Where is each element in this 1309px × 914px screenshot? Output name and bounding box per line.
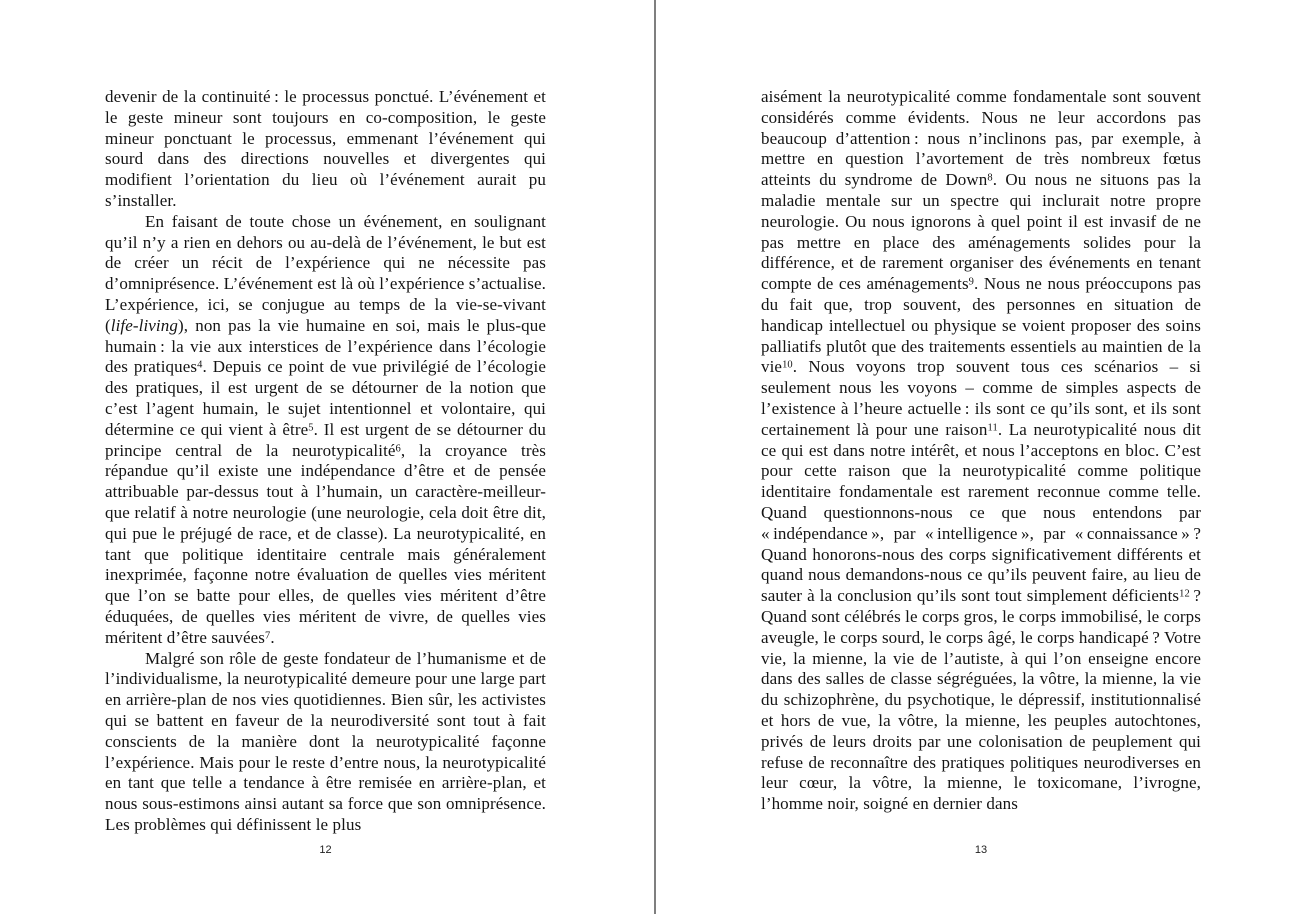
page-gutter-divider xyxy=(654,0,656,914)
footnote-reference: 6 xyxy=(395,442,401,454)
footnote-reference: 8 xyxy=(987,172,993,184)
italic-run: life-living xyxy=(110,315,178,335)
paragraph xyxy=(105,649,546,836)
text-run: . La neurotypicalité nous dit ce qui est dans notre intérêt, et nous l’acceptons en bloc. C’est pour cette raison que la neurotypicalité comme politique identitaire fondamentale est rarement reconnue comme telle. Quand questionnons-nous ce que nous entendons par « indépendance », par « intelligence », par « connaissance » ? Quand honorons-nous des corps significativement différents et quand nous demandons-nous ce qu’ils peuvent faire, au lieu de sauter à la conclusion qu’ils sont tout simplement déficients xyxy=(761,419,1201,606)
text-run: ), non pas la vie humaine en soi, mais le plus-que humain : la vie aux interstices de l’expérience dans l’écologie des pratiques xyxy=(105,315,546,377)
page-number-right: 13 xyxy=(974,844,988,856)
page-number-left: 12 xyxy=(319,844,332,856)
footnote-reference: 9 xyxy=(968,276,975,288)
footnote-reference: 12 xyxy=(1179,588,1190,600)
footnote-reference: 10 xyxy=(782,359,793,371)
paragraph xyxy=(105,87,546,212)
text-run: En faisant de toute chose un événement, en soulignant qu’il n’y a rien en dehors ou au-delà de l’événement, le but est de créer un récit de l’expérience qui ne nécessite pas d’omniprésence. L’événement est là où l’expérience s’actualise. L’expérience, ici, se conjugue au temps de la vie-se-vivant ( xyxy=(105,211,546,335)
text-run: devenir de la continuité : le processus ponctué. L’événement et le geste mineur sont toujours en co-composition, le geste mineur ponctuant le processus, emmenant l’événement qui sourd dans des directions nouvelles et divergentes qui modifient l’orientation du lieu où l’événement aurait pu s’installer. xyxy=(105,87,546,210)
text-run: ? Quand sont célébrés le corps gros, le corps immobilisé, le corps aveugle, le corps sourd, le corps âgé, le corps handicapé ? Votre vie, la mienne, la vie de l’autiste, à qui l’on enseigne encore dans des salles de classe ségréguées, la vôtre, la mienne, la vie du schizophrène, du psychotique, le dépressif, institutionnalisé et hors de vue, la vôtre, la mienne, les peuples autochtones, privés de leurs droits par une colonisation de peuplement qui refuse de reconnaître des pratiques politiques neurodiverses en leur cœur, la vôtre, la mienne, le toxicomane, l’ivrogne, l’homme noir, soigné en dernier dans xyxy=(761,586,1201,814)
footnote-reference: 4 xyxy=(197,359,203,371)
text-run: . Il est urgent de se détourner du principe central de la neurotypicalité xyxy=(105,419,546,460)
text-run: . Ou nous ne situons pas la maladie mentale sur un spectre qui inclurait notre propre neurologie. Ou nous ignorons à quel point il est invasif de ne pas mettre en place des aménagements solides pour la différence, et de rarement organiser des événements en tenant compte de ces aménagements xyxy=(761,170,1202,294)
paragraph xyxy=(105,212,546,649)
paragraph xyxy=(761,87,1201,815)
text-run: . Nous ne nous préoccupons pas du fait que, trop souvent, des personnes en situation de handicap intellectuel ou physique se voient proposer des soins palliatifs plutôt que des traitements essentiels au maintien de la vie xyxy=(761,274,1201,377)
text-run: aisément la neurotypicalité comme fondamentale sont souvent considérés comme évidents. Nous ne leur accordons pas beaucoup d’attention : nous n’inclinons pas, par exemple, à mettre en question l’avortement de très nombreux fœtus atteints du syndrome de Down xyxy=(761,87,1201,190)
text-run: Malgré son rôle de geste fondateur de l’humanisme et de l’individualisme, la neurotypicalité demeure pour une large part en arrière-plan de nos vies quotidiennes. Bien sûr, les activistes qui se battent en faveur de la neurodiversité sont tout à fait conscients de la manière dont la neurotypicalité façonne l’expérience. Mais pour le reste d’entre nous, la neurotypicalité en tant que telle a tendance à être remisée en arrière-plan, et nous sous-estimons ainsi autant sa force que son omniprésence. Les problèmes qui définissent le plus xyxy=(105,648,546,834)
page-left-text-block xyxy=(105,87,546,836)
footnote-reference: 5 xyxy=(308,422,314,434)
page-right-text-block xyxy=(761,87,1201,815)
text-run: . Depuis ce point de vue privilégié de l’écologie des pratiques, il est urgent de se détourner de la notion que c’est l’agent humain, le sujet intentionnel et volontaire, qui détermine ce qui vient à être xyxy=(105,357,546,439)
text-run: . xyxy=(270,627,275,647)
footnote-reference: 11 xyxy=(987,422,998,434)
text-run: , la croyance très répandue qu’il existe une indépendance d’être et de pensée attribuable par-dessus tout à l’humain, un caractère-meilleur-que relatif à notre neurologie (une neurologie, cela doit être dit, qui pue le préjugé de race, et de classe). La neurotypicalité, en tant que politique identitaire centrale mais généralement inexprimée, façonne notre évaluation de quelles vies méritent que l’on se batte pour elles, de quelles vies méritent d’être éduquées, de quelles vies méritent de vivre, de quelles vies méritent d’être sauvées xyxy=(105,440,547,647)
footnote-reference: 7 xyxy=(264,630,271,641)
text-run: . Nous voyons trop souvent tous ces scénarios – si seulement nous les voyons – comme de simples aspects de l’existence à l’heure actuelle : ils sont ce qu’ils sont, et ils sont certainement là pour une raison xyxy=(761,357,1201,439)
